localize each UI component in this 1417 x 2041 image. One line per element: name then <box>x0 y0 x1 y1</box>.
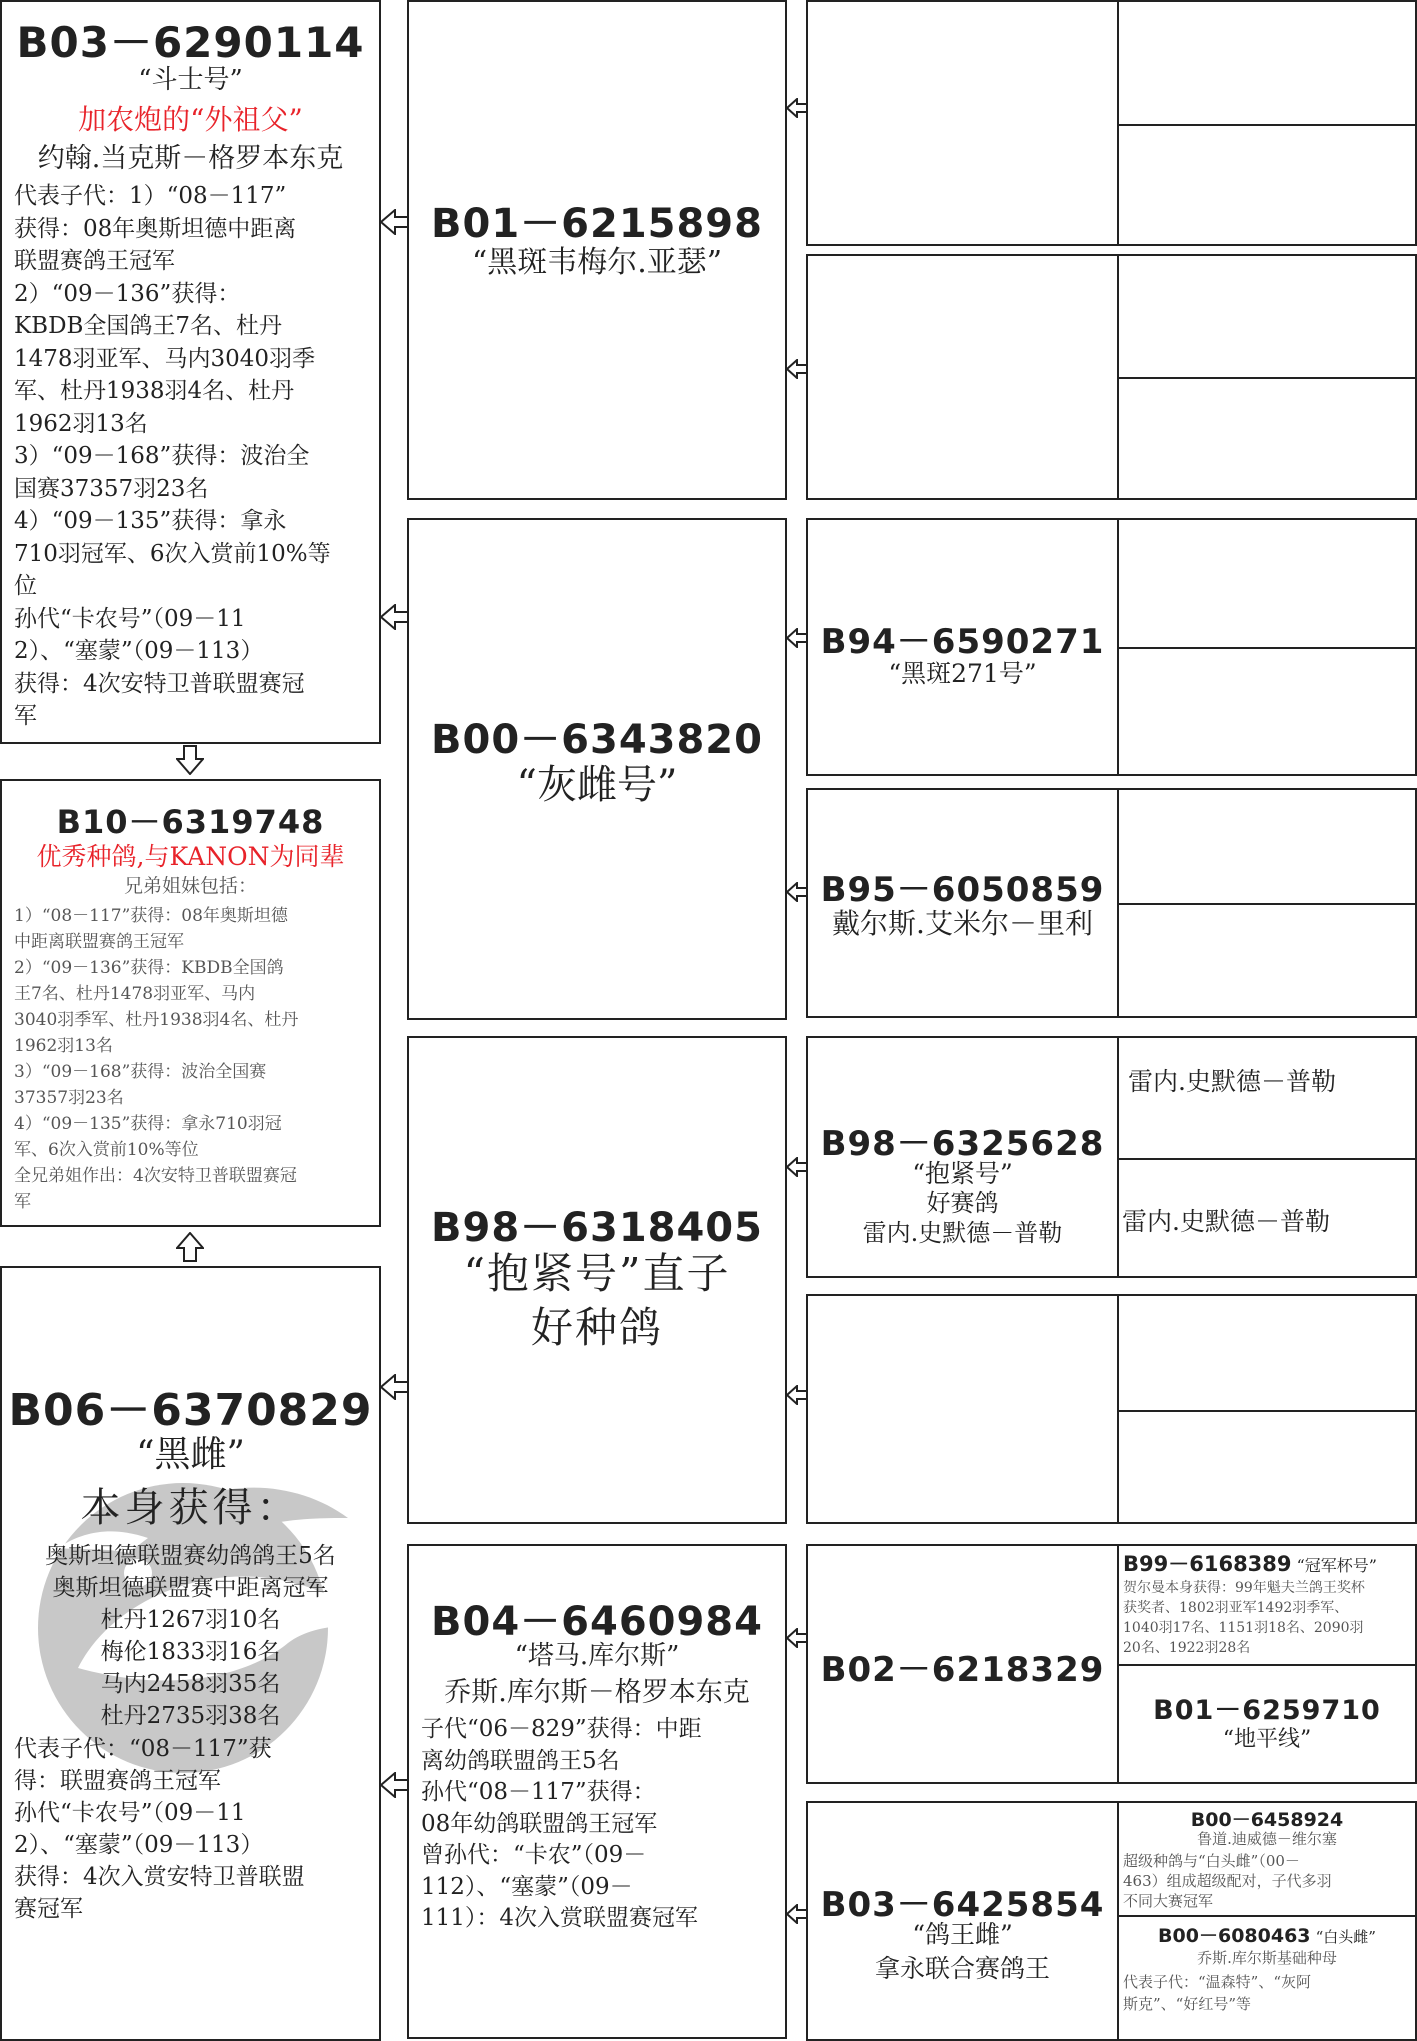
left-arrow-icon <box>380 1374 410 1400</box>
ring-number: B10－6319748 <box>56 803 325 841</box>
ring-number: B94－6590271 <box>820 622 1105 662</box>
pigeon-card-b10-6319748 <box>0 779 381 1227</box>
description: 代表子代：“08－117”获 得：联盟赛鸽王冠军 孙代“卡农号”（09－11 2）、“塞蒙”（09－113） 获得：4次入赏安特卫普联盟 赛冠军 <box>14 1736 305 1922</box>
pigeon-name: “鸽王雌” <box>912 1920 1013 1949</box>
left-arrow-icon <box>786 1904 808 1924</box>
tagline: 加农炮的“外祖父” <box>78 103 303 136</box>
up-arrow-icon <box>176 1232 204 1262</box>
owner: 乔斯.库尔斯基础种母 <box>1197 1949 1337 1967</box>
pedigree-group-b02 <box>806 1544 1417 1784</box>
pedigree-group-b03 <box>806 1801 1417 2041</box>
ring-number: B03－6425854 <box>820 1885 1105 1925</box>
left-arrow-icon <box>786 882 808 902</box>
tagline: 优秀种鸽,与KANON为同辈 <box>36 842 345 871</box>
nickname: “白头雌” <box>1315 1928 1376 1946</box>
description: 代表子代：1）“08－117” 获得：08年奥斯坦德中距离 联盟赛鸽王冠军 2）“09－136”获得： KBDB全国鸽王7名、杜丹 1478羽亚军、马内3040羽季 军、杜丹1938羽4名、杜丹 1962羽13名 3）“09－168”获得：波治全 国赛37357羽23名 4）“09－135”获得：拿永 710羽冠军、6次入赏前10%等 位 孙代“卡农号”（09－11 2）、“塞蒙”（09－113） 获得：4次安特卫普联盟赛冠 军 <box>14 183 331 729</box>
description: 子代“06－829”获得：中距 离幼鸽联盟鸽王5名 孙代“08－117”获得： 08年幼鸽联盟鸽王冠军 曾孙代：“卡农”（09－ 112）、“塞蒙”（09－ 111）：4次入赏联盟赛冠军 <box>421 1716 702 1931</box>
ring-number: B01－6259710 <box>1153 1695 1381 1726</box>
ring-number: B00－6343820 <box>431 717 763 763</box>
owner: 鲁道.迪威德－维尔塞 <box>1197 1830 1337 1848</box>
left-arrow-icon <box>786 1628 808 1648</box>
owner: 雷内.史默德－普勒 <box>862 1219 1063 1247</box>
owner: 乔斯.库尔斯－格罗本东克 <box>444 1677 750 1708</box>
ring-number: B03－6290114 <box>16 18 365 67</box>
pedigree-group-b98 <box>806 1036 1417 1278</box>
nickname: “冠军杯号” <box>1296 1556 1377 1575</box>
left-arrow-icon <box>786 1385 808 1405</box>
pigeon-card-dam <box>407 1544 787 2039</box>
achievements-list: 奥斯坦德联盟赛幼鸽鸽王5名 奥斯坦德联盟赛中距离冠军 杜丹1267羽10名 梅伦1833羽16名 马内2458羽35名 杜丹2735羽38名 <box>45 1543 336 1729</box>
pigeon-card-b03-6290114 <box>0 0 381 744</box>
pigeon-name: “抱紧号” <box>912 1159 1013 1188</box>
pigeon-card-b99-6168389 <box>1119 1546 1415 1664</box>
pedigree-group-6 <box>806 1294 1417 1524</box>
description: 超级种鸽与“白头雌”（00－ 463）组成超级配对，子代多羽 不同大赛冠军 <box>1123 1852 1332 1910</box>
pigeon-note: 拿永联合赛鸽王 <box>874 1954 1050 1983</box>
pedigree-group-1 <box>806 0 1417 246</box>
ring-number: B95－6050859 <box>820 870 1105 910</box>
pigeon-name: “斗士号” <box>138 65 243 95</box>
pigeon-name: “黑斑韦梅尔.亚瑟” <box>471 245 723 280</box>
ring-number: B00－6458924 <box>1190 1809 1344 1831</box>
left-arrow-icon <box>786 1157 808 1177</box>
pigeon-name: “黑雌” <box>136 1434 245 1475</box>
pigeon-name: “黑斑271号” <box>888 659 1037 688</box>
ring-number: B99－6168389 <box>1123 1552 1292 1576</box>
pigeon-card-b00-6458924 <box>1119 1803 1415 1915</box>
pigeon-name: 戴尔斯.艾米尔－里利 <box>832 907 1093 940</box>
pigeon-card-sire-sire <box>407 518 787 1020</box>
g4-b98-top: 雷内.史默德－普勒 <box>1128 1067 1336 1096</box>
pigeon-card-sire-dam <box>407 1036 787 1524</box>
achievements-heading: 本身获得： <box>80 1485 301 1531</box>
pigeon-name: “灰雌号” <box>516 762 678 808</box>
description: 1）“08－117”获得：08年奥斯坦德 中距离联盟赛鸽王冠军 2）“09－136”获得：KBDB全国鸽 王7名、杜丹1478羽亚军、马内 3040羽季军、杜丹1938羽4名、杜丹 1962羽13名 3）“09－168”获得：波治全国赛 37357羽23名 4）“09－135”获得：拿永710羽冠 军、6次入赏前10%等位 全兄弟姐作出：4次安特卫普联盟赛冠 军 <box>14 906 299 1212</box>
description: 贺尔曼本身获得：99年魁夫兰鸽王奖杯 获奖者、1802羽亚军1492羽季军、 1040羽17名、1151羽18名、2090羽 20名、1922羽28名 <box>1123 1580 1365 1656</box>
pigeon-card-b06-6370829 <box>0 1266 381 2041</box>
ring-number: B02－6218329 <box>820 1650 1105 1690</box>
left-arrow-icon <box>786 98 808 118</box>
ring-number: B00－6080463 <box>1158 1925 1311 1947</box>
left-arrow-icon <box>786 359 808 379</box>
pigeon-note: 好种鸽 <box>530 1303 663 1352</box>
ring-number: B01－6215898 <box>431 201 763 247</box>
down-arrow-icon <box>176 745 204 775</box>
pedigree-group-b94 <box>806 518 1417 776</box>
left-arrow-icon <box>380 1772 410 1798</box>
pigeon-card-sire <box>407 0 787 500</box>
pigeon-card-b01-6259710 <box>1119 1666 1415 1782</box>
left-arrow-icon <box>380 604 410 630</box>
description: 代表子代：“温森特”、“灰阿 斯克”、“好红号”等 <box>1123 1973 1312 2013</box>
left-arrow-icon <box>380 209 410 235</box>
owner: 约翰.当克斯－格罗本东克 <box>37 143 344 174</box>
ring-number: B04－6460984 <box>431 1599 763 1645</box>
left-arrow-icon <box>786 628 808 648</box>
intro: 兄弟姐妹包括： <box>123 875 257 897</box>
pedigree-group-b95 <box>806 788 1417 1018</box>
pigeon-note: 好赛鸽 <box>926 1189 999 1217</box>
g4-b98-bottom: 雷内.史默德－普勒 <box>1122 1207 1330 1236</box>
pigeon-name: “地平线” <box>1222 1727 1312 1752</box>
pigeon-card-b00-6080463 <box>1119 1917 1415 2039</box>
ring-number: B98－6318405 <box>431 1205 763 1251</box>
pigeon-name: “塔马.库尔斯” <box>514 1641 680 1671</box>
pigeon-name: “抱紧号”直子 <box>463 1249 731 1298</box>
pedigree-group-2 <box>806 254 1417 500</box>
ring-number: B06－6370829 <box>8 1385 373 1436</box>
ring-number: B98－6325628 <box>820 1124 1105 1164</box>
